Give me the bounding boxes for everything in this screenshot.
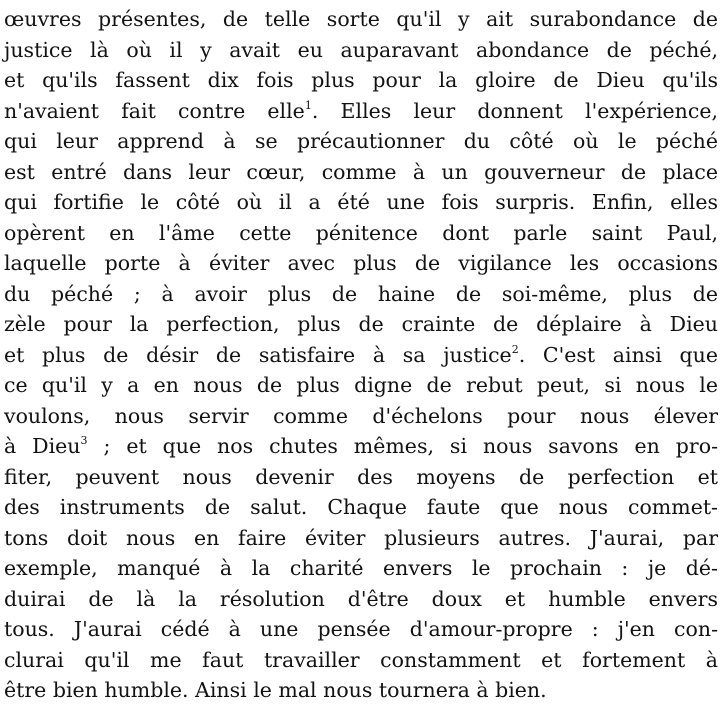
text-line-18: tons doit nous en faire éviter plusieurs autres. J'aurai, par xyxy=(4,525,718,550)
text-line-8: opèrent en l'âme cette pénitence dont parle saint Paul, xyxy=(4,220,718,245)
text-line-6: est entré dans leur cœur, comme à un gouverneur de place xyxy=(4,159,718,184)
footnote-marker-1: 1 xyxy=(304,98,312,112)
text-line-19: exemple, manqué à la charité envers le prochain : je dé- xyxy=(4,556,718,580)
footnote-marker-3: 3 xyxy=(80,434,88,447)
text-line-4-start: n'avaient fait contre elle xyxy=(4,98,305,123)
text-line-15-end: ; et que nos chutes mêmes, si nous savons en pro- xyxy=(87,434,718,458)
text-line-4 xyxy=(4,96,718,127)
text-line-17: des instruments de salut. Chaque faute que nous commet- xyxy=(4,495,718,519)
footnote-marker-2: 2 xyxy=(511,342,519,356)
text-line-12 xyxy=(4,340,718,371)
text-line-22: clurai qu'il me faut travailler constamment et fortement à xyxy=(4,647,718,672)
text-line-16: fiter, peuvent nous devenir des moyens de perfection et xyxy=(4,464,718,489)
text-line-3: et qu'ils fassent dix fois plus pour la gloire de Dieu qu'ils xyxy=(4,68,718,92)
text-line-1: œuvres présentes, de telle sorte qu'il y ait surabondance de xyxy=(4,7,718,31)
text-line-21: tous. J'aurai cédé à une pensée d'amour-propre : j'en con- xyxy=(4,617,718,641)
text-line-2: justice là où il y avait eu auparavant abondance de péché, xyxy=(4,37,718,62)
text-line-15-start: à Dieu xyxy=(4,434,81,458)
text-line-9: laquelle porte à éviter avec plus de vigilance les occasions xyxy=(4,251,718,275)
text-line-11: zèle pour la perfection, plus de crainte de déplaire à Dieu xyxy=(4,312,718,336)
text-line-7: qui fortifie le côté où il a été une fois surpris. Enfin, elles xyxy=(4,190,718,214)
text-line-5: qui leur apprend à se précautionner du côté où le péché xyxy=(4,129,718,153)
text-line-13: ce qu'il y a en nous de plus digne de rebut peut, si nous le xyxy=(4,373,718,397)
text-line-12-end: . C'est ainsi que xyxy=(518,342,718,367)
text-line-12-start: et plus de désir de satisfaire à sa justice xyxy=(4,342,512,367)
text-line-20: duirai de là la résolution d'être doux et humble envers xyxy=(4,586,718,611)
text-line-15 xyxy=(4,431,718,462)
text-line-14: voulons, nous servir comme d'échelons pour nous élever xyxy=(4,403,718,428)
text-line-10: du péché ; à avoir plus de haine de soi-même, plus de xyxy=(4,281,718,306)
text-line-4-end: . Elles leur donnent l'expérience, xyxy=(311,98,719,123)
text-line-23: être bien humble. Ainsi le mal nous tournera à bien. xyxy=(4,678,547,702)
body-text xyxy=(4,4,718,706)
